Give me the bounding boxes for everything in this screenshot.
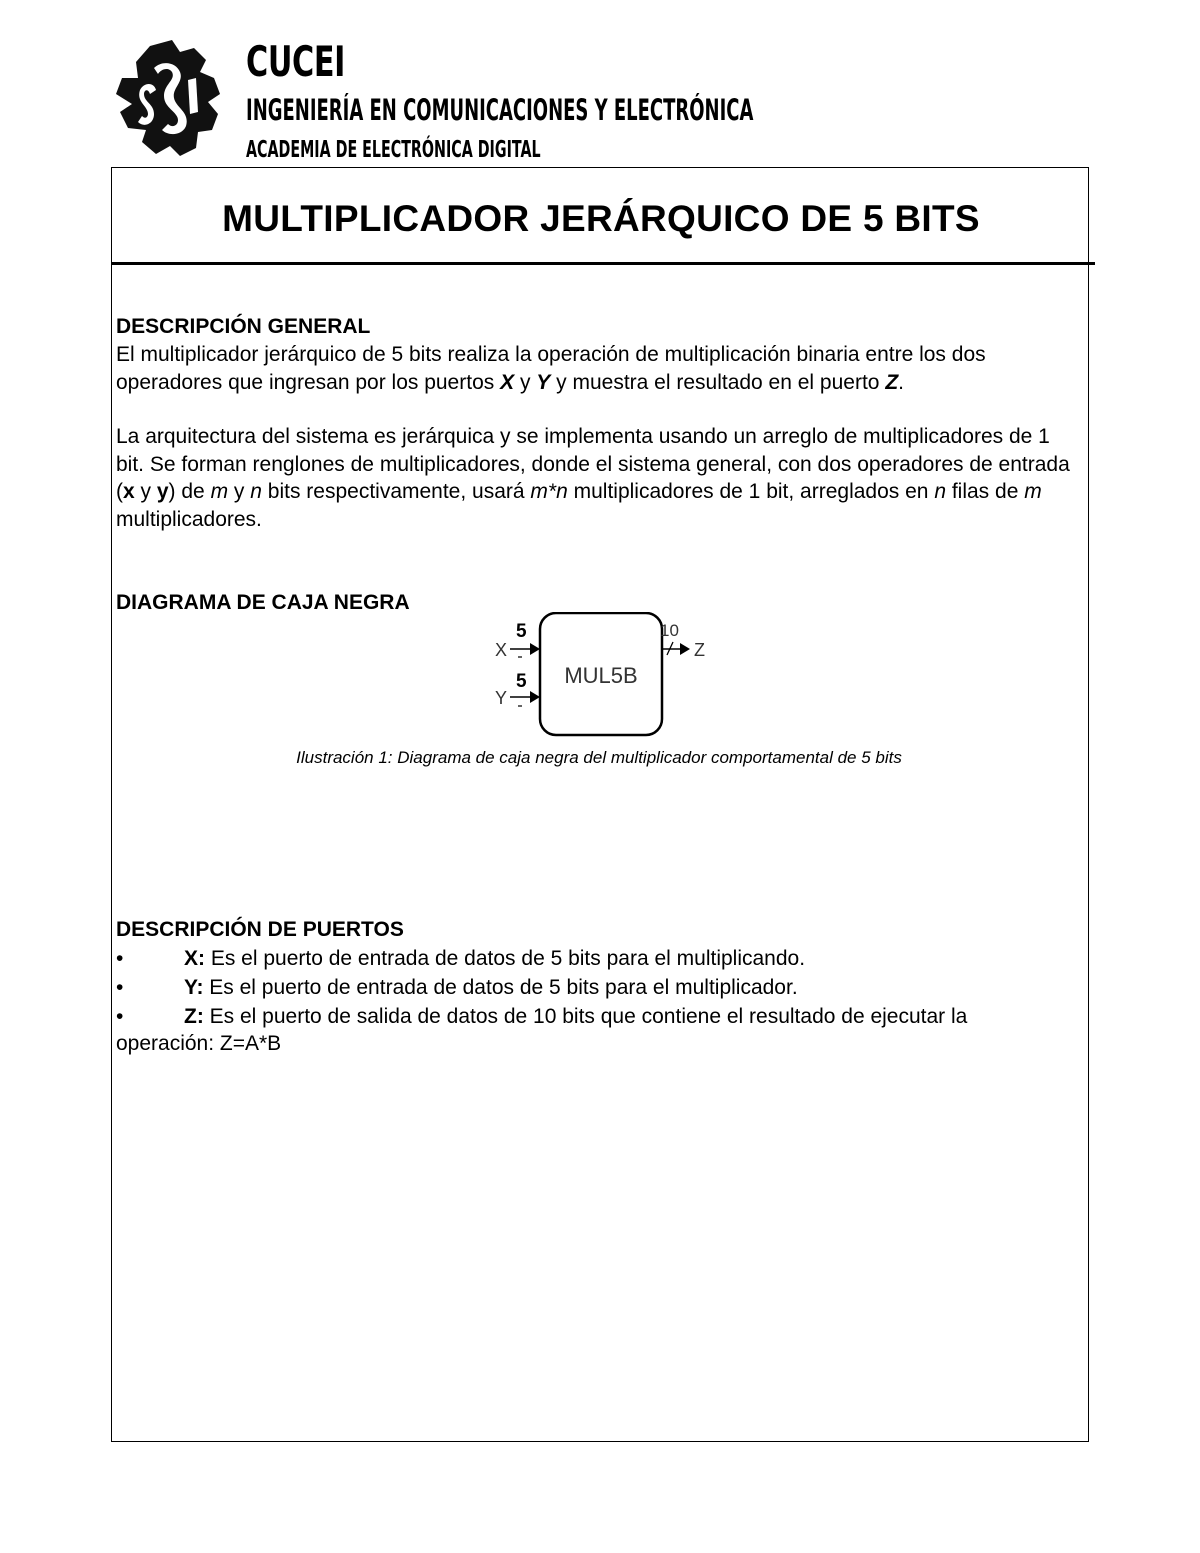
p1-port-y: Y — [536, 370, 551, 394]
input-y-label: Y — [495, 688, 508, 708]
p1-text-c: y muestra el resultado en el puerto — [550, 370, 886, 394]
port-item-z — [116, 1002, 1076, 1031]
p2-op-y: y — [156, 480, 169, 503]
port-z-desc: Es el puerto de salida de datos de 10 bits que contiene el resultado de ejecutar la — [203, 1005, 968, 1028]
p2-text-d: y — [228, 480, 251, 503]
blackbox-diagram — [486, 612, 716, 740]
bullet-icon: • — [116, 947, 124, 970]
port-x-name: X: — [184, 947, 205, 970]
p2-var-m: m — [210, 480, 229, 503]
port-z-continuation: operación: Z=A*B — [116, 1032, 282, 1055]
p1-port-z: Z — [885, 370, 899, 394]
p2-var-n2: n — [934, 480, 946, 503]
port-item-y — [116, 973, 1076, 1002]
cucei-logo — [110, 38, 228, 166]
p1-text-d: . — [898, 370, 904, 394]
p1-port-x: X — [500, 370, 515, 394]
mul5b-label: MUL5B — [564, 663, 638, 688]
bullet-icon: • — [116, 976, 124, 999]
bullet-icon: • — [116, 1005, 124, 1028]
port-x-desc: Es el puerto de entrada de datos de 5 bits para el multiplicando. — [205, 947, 806, 970]
document-title: MULTIPLICADOR JERÁRQUICO DE 5 BITS — [222, 198, 980, 239]
input-x-width: 5 — [516, 621, 527, 642]
p1-text-b: y — [514, 370, 537, 394]
port-y-name: Y: — [184, 976, 204, 999]
input-y-arrow-icon — [530, 691, 540, 703]
academy-name: ACADEMIA DE ELECTRÓNICA DIGITAL — [246, 137, 541, 163]
p2-text-f: multiplicadores de 1 bit, arreglados en — [567, 480, 935, 503]
output-z-label: Z — [694, 640, 705, 660]
p2-var-n: n — [250, 480, 262, 503]
general-heading: DESCRIPCIÓN GENERAL — [116, 315, 371, 338]
port-y-desc: Es el puerto de entrada de datos de 5 bits para el multiplicador. — [203, 976, 798, 999]
header-block — [246, 37, 866, 163]
general-description-section — [116, 312, 1076, 617]
p2-var-m2: m — [1024, 480, 1042, 503]
p2-var-mn: m*n — [530, 480, 568, 503]
input-x-arrow-icon — [530, 643, 540, 655]
ports-section — [116, 915, 1076, 1058]
p2-text-a: La arquitectura del sistema es jerárquica y se implementa usando un arreglo de multiplicadores de 1 bit. Se forman renglones de multiplicadores, donde el sistema general, con dos operadores de entrada ( — [116, 425, 1070, 503]
p2-text-g: filas de — [946, 480, 1025, 503]
p2-text-c: ) de — [168, 480, 211, 503]
p2-op-x: x — [123, 480, 135, 503]
port-item-x — [116, 944, 1076, 973]
output-z-width: 10 — [660, 621, 679, 640]
input-x-label: X — [495, 640, 508, 660]
title-divider — [111, 262, 1095, 265]
output-z-arrow-icon — [680, 643, 690, 655]
institution-name: CUCEI — [246, 37, 346, 86]
diagram-caption: Ilustración 1: Diagrama de caja negra del multiplicador comportamental de 5 bits — [296, 748, 902, 767]
general-paragraph-1 — [116, 341, 1076, 396]
port-z-name: Z: — [184, 1005, 204, 1028]
input-y-width: 5 — [516, 671, 527, 692]
blackbox-heading: DIAGRAMA DE CAJA NEGRA — [116, 591, 410, 614]
p2-text-h: multiplicadores. — [116, 507, 262, 531]
career-name: INGENIERÍA EN COMUNICACIONES Y ELECTRÓNICA — [246, 93, 754, 127]
p2-text-b: y — [134, 480, 157, 503]
p2-text-e: bits respectivamente, usará — [261, 480, 531, 503]
general-paragraph-2 — [116, 423, 1076, 533]
ports-heading: DESCRIPCIÓN DE PUERTOS — [116, 918, 404, 941]
p1-text-a: El multiplicador jerárquico de 5 bits realiza la operación de multiplicación binaria entre los dos operadores que ingresan por los puertos — [116, 343, 986, 394]
